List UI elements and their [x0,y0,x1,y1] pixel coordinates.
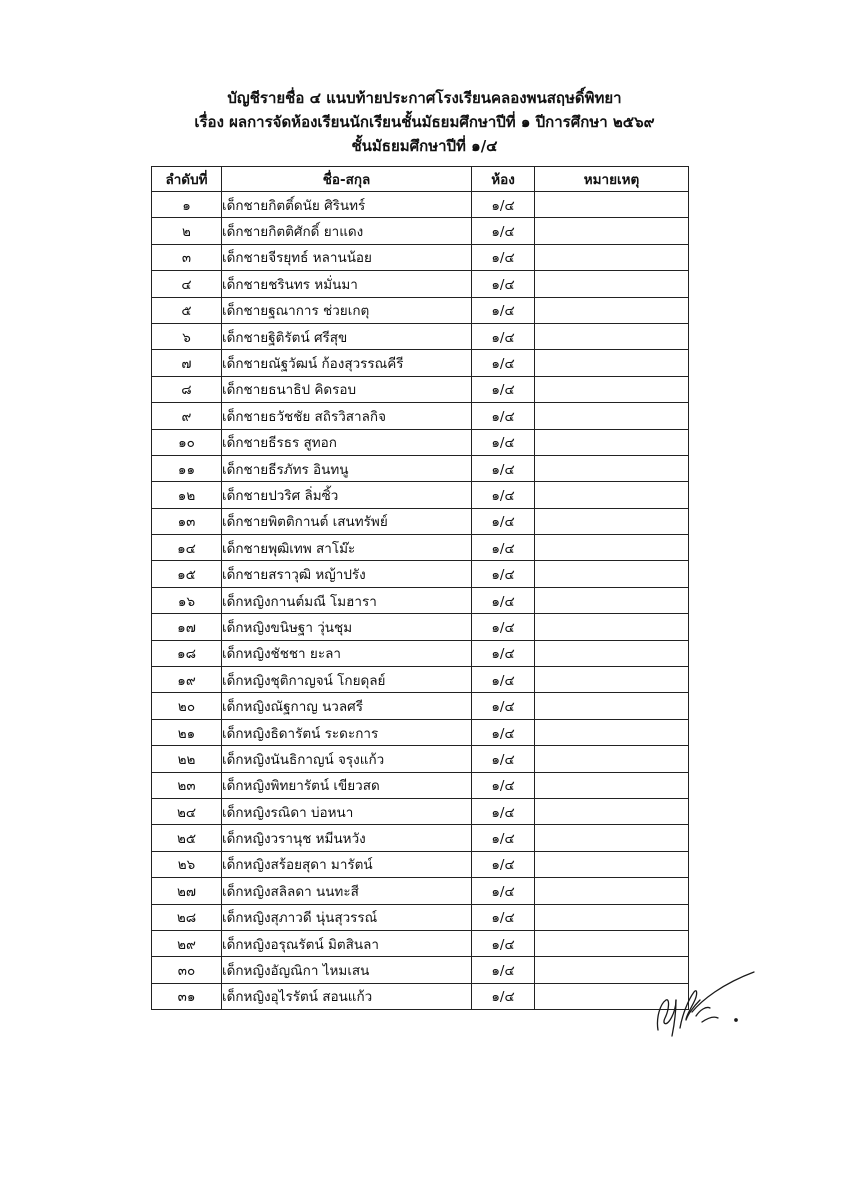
note-cell [535,376,689,402]
header-class: ชั้นมัธยมศึกษาปีที่ ๑/๔ [351,137,498,155]
student-name: เด็กชายฐณาการ ช่วยเกตุ [222,297,472,323]
student-name: เด็กชายฐิติรัตน์ ศรีสุข [222,323,472,349]
table-row [152,297,689,323]
note-cell [535,667,689,693]
student-name: เด็กชายธีรภัทร อินทนู [222,455,472,481]
student-name: เด็กหญิงขนิษฐา วุ่นชุม [222,614,472,640]
row-number: ๒๕ [152,825,222,851]
table-row [152,693,689,719]
row-number: ๑๙ [152,667,222,693]
note-cell [535,587,689,613]
student-name: เด็กหญิงนันธิกาญน์ จรุงแก้ว [222,746,472,772]
note-cell [535,825,689,851]
note-cell [535,244,689,270]
row-number: ๑๔ [152,535,222,561]
table-row [152,350,689,376]
student-name: เด็กหญิงสลิลดา นนทะสี [222,878,472,904]
note-cell [535,350,689,376]
room-cell: ๑/๔ [472,878,535,904]
room-cell: ๑/๔ [472,825,535,851]
table-row [152,455,689,481]
room-cell: ๑/๔ [472,376,535,402]
note-cell [535,930,689,956]
handwritten-signature [652,970,762,1040]
row-number: ๒๑ [152,719,222,745]
table-row [152,376,689,402]
room-cell: ๑/๔ [472,719,535,745]
room-cell: ๑/๔ [472,587,535,613]
table-row [152,851,689,877]
row-number: ๓ [152,244,222,270]
room-cell: ๑/๔ [472,640,535,666]
table-row [152,825,689,851]
room-cell: ๑/๔ [472,271,535,297]
table-row [152,640,689,666]
note-cell [535,746,689,772]
room-cell: ๑/๔ [472,508,535,534]
row-number: ๙ [152,403,222,429]
row-number: ๑๘ [152,640,222,666]
room-cell: ๑/๔ [472,244,535,270]
document-header [0,86,849,158]
note-cell [535,851,689,877]
student-name: เด็กชายพุฒิเทพ สาโม๊ะ [222,535,472,561]
room-cell: ๑/๔ [472,350,535,376]
note-cell [535,271,689,297]
student-name: เด็กหญิงชัชชา ยะลา [222,640,472,666]
row-number: ๖ [152,323,222,349]
student-name: เด็กหญิงกานต์มณี โมฮารา [222,587,472,613]
room-cell: ๑/๔ [472,482,535,508]
table-row [152,561,689,587]
table-row [152,323,689,349]
note-cell [535,218,689,244]
table-row [152,772,689,798]
row-number: ๒๐ [152,693,222,719]
note-cell [535,561,689,587]
note-cell [535,719,689,745]
note-cell [535,878,689,904]
table-body [152,192,689,1010]
table-row [152,719,689,745]
room-cell: ๑/๔ [472,667,535,693]
student-name: เด็กหญิงณัฐกาญ นวลศรี [222,693,472,719]
student-name: เด็กหญิงชุติกาญจน์ โกยดุลย์ [222,667,472,693]
student-name: เด็กชายธนาธิป คิดรอบ [222,376,472,402]
room-cell: ๑/๔ [472,746,535,772]
row-number: ๓๐ [152,957,222,983]
note-cell [535,455,689,481]
table-row [152,957,689,983]
student-name: เด็กชายกิตติศักดิ์ ยาแดง [222,218,472,244]
note-cell [535,403,689,429]
student-name: เด็กหญิงสร้อยสุดา มารัตน์ [222,851,472,877]
column-header-name: ชื่อ-สกุล [222,167,472,192]
room-cell: ๑/๔ [472,535,535,561]
note-cell [535,508,689,534]
student-name: เด็กหญิงธิดารัตน์ ระดะการ [222,719,472,745]
note-cell [535,614,689,640]
row-number: ๑๖ [152,587,222,613]
row-number: ๔ [152,271,222,297]
student-name: เด็กชายกิตติ์ดนัย ศิรินทร์ [222,192,472,218]
header-title: บัญชีรายชื่อ ๔ แนบท้ายประกาศโรงเรียนคลองพนสฤษดิ์พิทยา [227,89,622,107]
student-name: เด็กหญิงรณิดา บ่อหนา [222,798,472,824]
row-number: ๒๙ [152,930,222,956]
student-roster-table [151,166,689,1010]
student-name: เด็กชายปวริศ ลิ่มซิ้ว [222,482,472,508]
student-name: เด็กชายธีรธร สูทอก [222,429,472,455]
table-row [152,271,689,297]
note-cell [535,772,689,798]
room-cell: ๑/๔ [472,455,535,481]
row-number: ๑๑ [152,455,222,481]
student-name: เด็กหญิงวรานุช หมีนหวัง [222,825,472,851]
row-number: ๘ [152,376,222,402]
student-name: เด็กชายพิตติกานต์ เสนทรัพย์ [222,508,472,534]
table-row [152,983,689,1009]
student-name: เด็กหญิงอัญณิกา ไหมเสน [222,957,472,983]
room-cell: ๑/๔ [472,192,535,218]
room-cell: ๑/๔ [472,772,535,798]
table-row [152,192,689,218]
column-header-number: ลำดับที่ [152,167,222,192]
student-name: เด็กชายณัฐวัฒน์ ก้องสุวรรณคีรี [222,350,472,376]
student-name: เด็กหญิงพิทยารัตน์ เขียวสด [222,772,472,798]
table-row [152,218,689,244]
table-row [152,244,689,270]
table-row [152,904,689,930]
room-cell: ๑/๔ [472,851,535,877]
student-name: เด็กชายจีรยุทธ์ หลานน้อย [222,244,472,270]
room-cell: ๑/๔ [472,904,535,930]
header-subject: เรื่อง ผลการจัดห้องเรียนนักเรียนชั้นมัธยมศึกษาปีที่ ๑ ปีการศึกษา ๒๕๖๙ [194,113,655,131]
student-name: เด็กหญิงสุภาวดี นุ่นสุวรรณ์ [222,904,472,930]
room-cell: ๑/๔ [472,983,535,1009]
room-cell: ๑/๔ [472,429,535,455]
note-cell [535,297,689,323]
table-row [152,746,689,772]
table-row [152,482,689,508]
table-row [152,930,689,956]
table-row [152,878,689,904]
room-cell: ๑/๔ [472,930,535,956]
room-cell: ๑/๔ [472,798,535,824]
row-number: ๑๕ [152,561,222,587]
row-number: ๗ [152,350,222,376]
note-cell [535,640,689,666]
note-cell [535,192,689,218]
student-name: เด็กชายธวัชชัย สถิรวิสาลกิจ [222,403,472,429]
row-number: ๑ [152,192,222,218]
note-cell [535,482,689,508]
table-row [152,429,689,455]
row-number: ๒๖ [152,851,222,877]
column-header-note: หมายเหตุ [535,167,689,192]
note-cell [535,798,689,824]
table-row [152,535,689,561]
row-number: ๒๒ [152,746,222,772]
room-cell: ๑/๔ [472,614,535,640]
student-name: เด็กหญิงอรุณรัตน์ มิตสินลา [222,930,472,956]
column-header-room: ห้อง [472,167,535,192]
room-cell: ๑/๔ [472,323,535,349]
row-number: ๑๐ [152,429,222,455]
student-name: เด็กชายชรินทร หมั่นมา [222,271,472,297]
row-number: ๒๔ [152,798,222,824]
row-number: ๒๓ [152,772,222,798]
student-name: เด็กชายสราวุฒิ หญ้าปรัง [222,561,472,587]
table-row [152,798,689,824]
row-number: ๒๘ [152,904,222,930]
room-cell: ๑/๔ [472,297,535,323]
row-number: ๑๒ [152,482,222,508]
note-cell [535,693,689,719]
table-row [152,403,689,429]
room-cell: ๑/๔ [472,957,535,983]
room-cell: ๑/๔ [472,561,535,587]
note-cell [535,904,689,930]
room-cell: ๑/๔ [472,218,535,244]
table-row [152,667,689,693]
note-cell [535,429,689,455]
student-name: เด็กหญิงอุไรรัตน์ สอนแก้ว [222,983,472,1009]
table-header-row [152,167,689,192]
note-cell [535,535,689,561]
row-number: ๒๗ [152,878,222,904]
room-cell: ๑/๔ [472,403,535,429]
row-number: ๓๑ [152,983,222,1009]
row-number: ๑๓ [152,508,222,534]
table-row [152,587,689,613]
table-row [152,508,689,534]
row-number: ๒ [152,218,222,244]
table-row [152,614,689,640]
room-cell: ๑/๔ [472,693,535,719]
row-number: ๑๗ [152,614,222,640]
note-cell [535,323,689,349]
row-number: ๕ [152,297,222,323]
